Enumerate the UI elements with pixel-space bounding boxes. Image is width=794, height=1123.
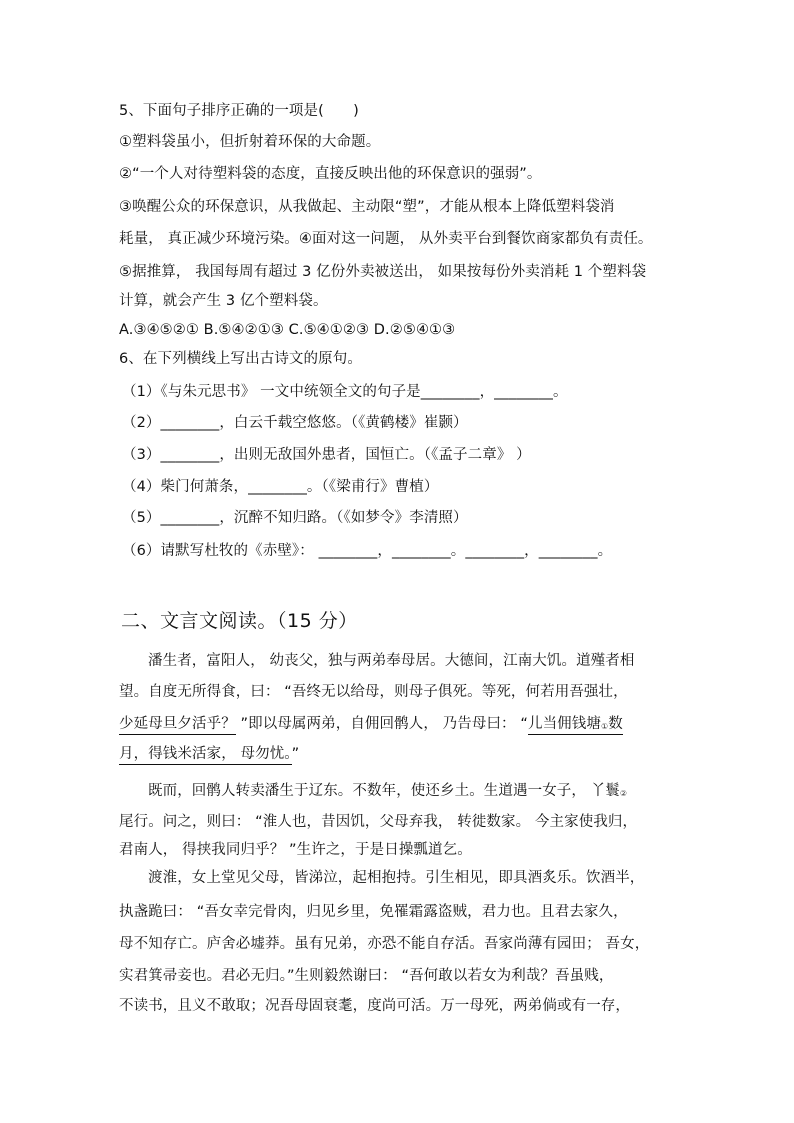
underlined-sentence-2a xyxy=(528,716,623,735)
underlined-text: 数 xyxy=(608,716,623,732)
q6-item-1: （1）《与朱元思书》 一文中统领全文的句子是________，________。 xyxy=(122,384,568,400)
q5-sentence-2: ②“一个人对待塑料袋的态度，直接反映出他的环保意识的强弱”。 xyxy=(119,166,542,182)
footnote-marker-1: ① xyxy=(600,722,609,731)
q5-sentence-5-line-1: ⑤据推算， 我国每周有超过 3 亿份外卖被送出， 如果按每份外卖消耗 1 个塑料袋 xyxy=(119,264,647,280)
passage-p3-line-2: 执盏跪曰： “吾女幸完骨肉，归见乡里，免罹霜露盗贼，君力也。且君去家久， xyxy=(119,904,628,920)
q6-item-3: （3）________，出则无敌国外患者，国恒亡。（《孟子二章》 ） xyxy=(122,447,531,463)
section-2-heading: 二、文言文阅读。（15 分） xyxy=(121,610,358,632)
passage-p1-line-1: 潘生者，富阳人， 幼丧父，独与两弟奉母居。大德间，江南大饥。道殣者相 xyxy=(148,653,635,669)
q6-title: 6、在下列横线上写出古诗文的原句。 xyxy=(119,351,362,367)
underlined-text: 儿当佣钱塘 xyxy=(527,716,601,732)
q6-item-6: （6）请默写杜牧的《赤壁》： ________，________。________，________。 xyxy=(122,543,613,559)
passage-p2-line-3: 君南人， 得挟我同归乎？ ”生许之，于是日操瓢道乞。 xyxy=(119,842,472,858)
q5-sentence-1: ①塑料袋虽小，但折射着环保的大命题。 xyxy=(119,134,381,150)
q6-item-5: （5）________，沉醉不知归路。（《如梦令》李清照） xyxy=(122,510,468,526)
passage-p3-line-5: 不读书，且义不敢取；况吾母固衰耄，度尚可活。万一母死，两弟倘或有一存， xyxy=(119,998,630,1014)
q5-options: A.③④⑤②① B.⑤④②①③ C.⑤④①②③ D.②⑤④①③ xyxy=(119,322,456,338)
passage-p3-line-3: 母不知存亡。庐舍必墟莽。虽有兄弟，亦恐不能自存活。吾家尚薄有园田； 吾女， xyxy=(119,936,650,952)
underlined-sentence-1: 少延母旦夕活乎？ xyxy=(119,716,236,735)
q5-sentence-3-line-1: ③唤醒公众的环保意识，从我做起、主动限“塑”，才能从根本上降低塑料袋消 xyxy=(119,199,615,215)
passage-p3-line-1: 渡淮，女上堂见父母，皆涕泣，起相抱持。引生相见，即具酒炙乐。饮酒半， xyxy=(148,870,645,886)
q6-item-2: （2）________，白云千载空悠悠。（《黄鹤楼》崔颢） xyxy=(122,415,468,431)
passage-p2-line-2: 尾行。问之，则曰： “淮人也，昔因饥，父母弃我， 转徙数家。 今主家使我归， xyxy=(119,814,638,830)
passage-p1-line-2: 望。自度无所得食，曰： “吾终无以给母，则母子俱死。等死，何若用吾强壮， xyxy=(119,684,628,700)
passage-text: 既而，回鹘人转卖潘生于辽东。不数年，使还乡土。生道遇一女子， 丫鬟 xyxy=(148,783,620,799)
passage-text: ” xyxy=(291,746,300,762)
passage-p2-line-1 xyxy=(148,781,627,804)
passage-p1-line-4 xyxy=(119,744,299,764)
passage-text: ”即以母属两弟，自佣回鹘人， 乃告母曰： “ xyxy=(235,716,528,732)
q6-item-4: （4）柴门何萧条，________。（《梁甫行》曹植） xyxy=(122,479,439,495)
passage-p3-line-4: 实君箕帚妾也。君必无归。”生则毅然谢曰： “吾何敢以若女为利哉？吾虽贱， xyxy=(119,968,614,984)
underlined-sentence-2b: 月，得钱米活家， 母勿忧。 xyxy=(119,746,292,765)
footnote-marker-2: ② xyxy=(619,789,628,798)
passage-p1-line-3 xyxy=(119,714,623,737)
q5-title: 5、下面句子排序正确的一项是( ) xyxy=(119,103,359,119)
q5-sentence-3-line-2: 耗量， 真正减少环境污染。④面对这一问题， 从外卖平台到餐饮商家都负有责任。 xyxy=(119,231,653,247)
q5-sentence-5-line-2: 计算，就会产生 3 亿个塑料袋。 xyxy=(119,293,328,309)
